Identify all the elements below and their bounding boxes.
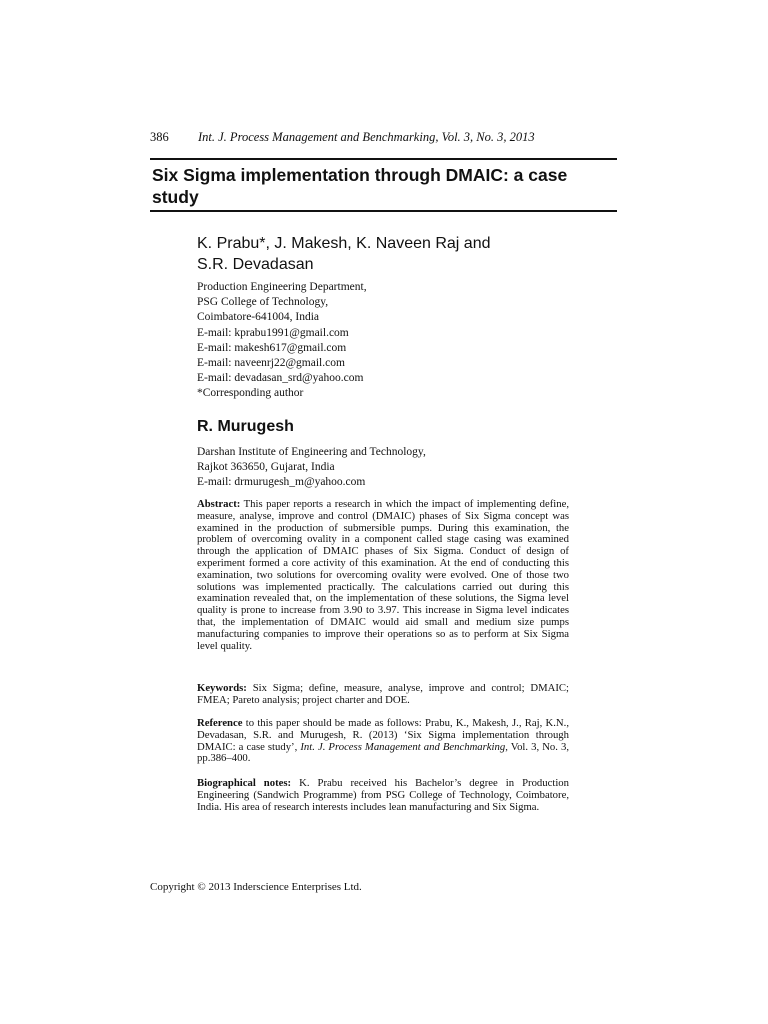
- bio-label: Biographical notes:: [197, 777, 292, 789]
- abstract-text: This paper reports a research in which the impact of implementing define, measure, analyse, improve and control (DMAIC) phases of Six Sigma concept was examined in the production of submersible pumps. During this examination, the problem of overcoming ovality in a component called stage casing was examined through the application of DMAIC phases of Six Sigma. Conduct of design of experiment formed a core activity of this examination. At the end of conducting this examination, two solutions for overcoming ovality were evolved. One of those two solutions was implemented practically. The calculations carried out during this examination revealed that, on the implementation of these solutions, the Sigma level quality is prone to increase from 3.90 to 3.97. This increase in Sigma level indicates that, the implementation of DMAIC would aid small and medium size pumps manufacturing companies to improve their operations so as to perform at Six Sigma level quality.: [197, 498, 569, 652]
- reference: [197, 718, 569, 765]
- corresponding-author-note: *Corresponding author: [197, 387, 304, 400]
- second-author: R. Murugesh: [197, 418, 294, 435]
- reference-volume: , Vol. 3, No. 3, pp.386–400.: [197, 740, 569, 765]
- title-rule-top: [150, 158, 617, 160]
- keywords-text: Six Sigma; define, measure, analyse, improve and control; DMAIC; FMEA; Pareto analysis; project charter and DOE.: [197, 682, 570, 706]
- affiliation-college: PSG College of Technology,: [197, 296, 329, 309]
- affiliation-1: [197, 280, 577, 402]
- affiliation-city: Rajkot 363650, Gujarat, India: [197, 461, 335, 473]
- running-head: [150, 129, 535, 145]
- reference-journal: Int. J. Process Management and Benchmarking: [300, 740, 506, 753]
- email-line: E-mail: drmurugesh_m@yahoo.com: [197, 476, 366, 488]
- page-number: 386: [150, 130, 169, 144]
- title-rule-bottom: [150, 210, 617, 212]
- abstract-label: Abstract:: [197, 498, 241, 510]
- email-line: E-mail: naveenrj22@gmail.com: [197, 357, 345, 370]
- email-line: E-mail: devadasan_srd@yahoo.com: [197, 372, 364, 385]
- author-list: [197, 233, 597, 275]
- paper-title: Six Sigma implementation through DMAIC: a case study: [152, 165, 568, 207]
- reference-text: to this paper should be made as follows: Prabu, K., Makesh, J., Raj, K.N., Devadasan, S.R. and Murugesh, R. (2013) ‘Six Sigma implementation through DMAIC: a case study’,: [197, 717, 569, 753]
- keywords-label: Keywords:: [197, 682, 247, 694]
- affiliation-2: [197, 445, 577, 490]
- affiliation-institute: Darshan Institute of Engineering and Technology,: [197, 446, 426, 458]
- journal-citation: Int. J. Process Management and Benchmarking, Vol. 3, No. 3, 2013: [198, 130, 535, 144]
- abstract: [197, 499, 569, 652]
- keywords: [197, 683, 569, 707]
- email-line: E-mail: kprabu1991@gmail.com: [197, 326, 349, 339]
- affiliation-department: Production Engineering Department,: [197, 281, 367, 293]
- author-line-2: S.R. Devadasan: [197, 256, 314, 273]
- reference-label: Reference: [197, 717, 243, 729]
- affiliation-city: Coimbatore-641004, India: [197, 311, 320, 324]
- copyright-notice: Copyright © 2013 Inderscience Enterprises Ltd.: [150, 881, 362, 893]
- biographical-notes: [197, 778, 569, 813]
- email-line: E-mail: makesh617@gmail.com: [197, 341, 347, 354]
- bio-text: K. Prabu received his Bachelor’s degree in Production Engineering (Sandwich Programme) from PSG College of Technology, Coimbatore, India. His area of research interests includes lean manufacturing and Six Sigma.: [197, 777, 569, 813]
- author-line-1: K. Prabu*, J. Makesh, K. Naveen Raj and: [197, 235, 491, 252]
